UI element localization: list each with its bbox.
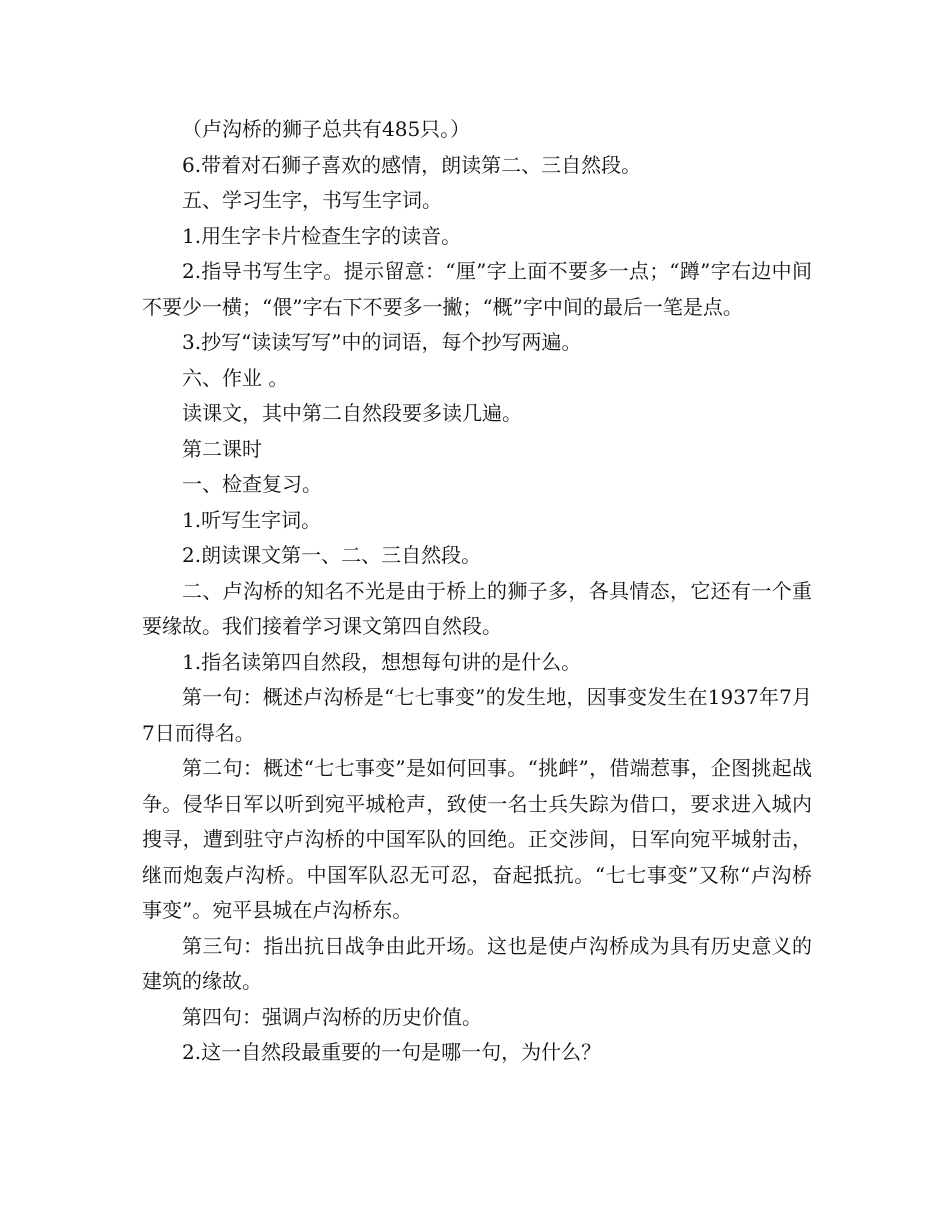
paragraph: 1.指名读第四自然段，想想每句讲的是什么。 [182, 649, 582, 674]
paragraph: 2.朗读课文第一、二、三自然段。 [182, 543, 482, 567]
section-heading: 五、学习生字，书写生字词。 [182, 188, 442, 212]
paragraph: 第四句：强调卢沟桥的历史价值。 [182, 1004, 482, 1029]
paragraph: 第二句：概述“七七事变”是如何回事。“挑衅”，借端惹事，企图挑起战争。侵华日军以听到宛平城枪声，致使一名士兵失踪为借口，要求进入城内搜寻，遭到驻守卢沟桥的中国军队的回绝。正交涉间，日军向宛平城射击，继而炮轰卢沟桥。中国军队忍无可忍，奋起抵抗。“七七事变”又称“卢沟桥事变”。宛平县城在卢沟桥东。 [142, 756, 812, 922]
paragraph: 第一句：概述卢沟桥是“七七事变”的发生地，因事变发生在1937年7月7日而得名。 [142, 685, 812, 745]
paragraph: 2.指导书写生字。提示留意：“厘”字上面不要多一点；“蹲”字右边中间不要少一横；“偎”字右下不要多一撇；“概”字中间的最后一笔是点。 [142, 259, 812, 319]
paragraph: 1.用生字卡片检查生字的读音。 [182, 223, 462, 248]
paragraph: 1.听写生字词。 [182, 507, 322, 532]
paragraph: （卢沟桥的狮子总共有485只。） [182, 117, 471, 141]
paragraph: 6.带着对石狮子喜欢的感情，朗读第二、三自然段。 [182, 152, 642, 177]
paragraph: 读课文，其中第二自然段要多读几遍。 [182, 401, 522, 425]
paragraph: 第三句：指出抗日战争由此开场。这也是使卢沟桥成为具有历史意义的建筑的缘故。 [142, 933, 812, 993]
paragraph: 2.这一自然段最重要的一句是哪一句，为什么？ [182, 1040, 602, 1064]
section-heading: 六、作业 。 [182, 365, 289, 390]
section-heading: 一、检查复习。 [182, 472, 322, 496]
document-page [142, 112, 812, 1071]
lesson-heading: 第二课时 [182, 436, 262, 461]
section-heading: 二、卢沟桥的知名不光是由于桥上的狮子多，各具情态，它还有一个重要缘故。我们接着学习课文第四自然段。 [142, 578, 812, 638]
paragraph: 3.抄写“读读写写”中的词语，每个抄写两遍。 [182, 330, 582, 354]
